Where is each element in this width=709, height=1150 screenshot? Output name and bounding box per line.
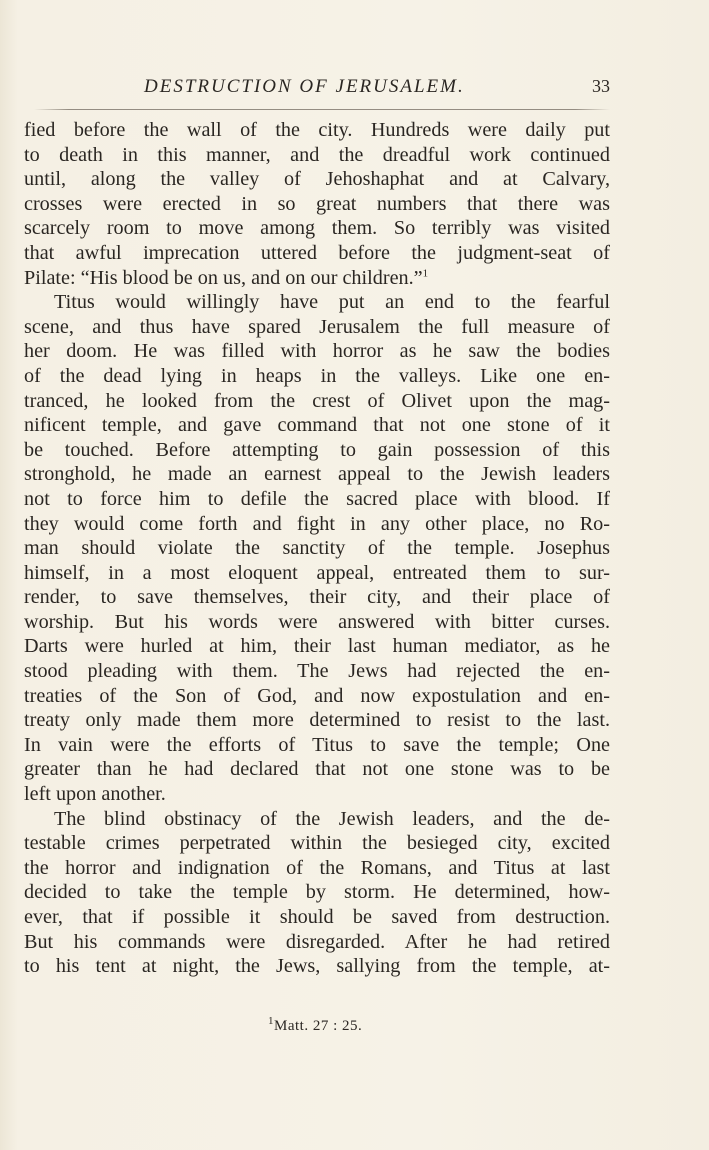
text-line: render, to save themselves, their city, and their place of xyxy=(24,586,610,609)
text-line: until, along the valley of Jehoshaphat and at Calvary, xyxy=(24,168,610,191)
text-line: Pilate: “His blood be on us, and on our children.” xyxy=(24,266,423,289)
text-line: stronghold, he made an earnest appeal to the Jewish leaders xyxy=(24,463,610,486)
running-title: DESTRUCTION OF JERUSALEM. xyxy=(144,76,465,97)
page-number: 33 xyxy=(592,76,610,96)
text-line: nificent temple, and gave command that not one stone of it xyxy=(24,414,610,437)
text-line: man should violate the sanctity of the temple. Josephus xyxy=(24,537,610,560)
paragraph-1 xyxy=(24,118,610,290)
text-line: himself, in a most eloquent appeal, entreated them to sur- xyxy=(24,561,610,584)
text-line: they would come forth and fight in any other place, no Ro- xyxy=(24,512,610,535)
footnote xyxy=(268,1015,363,1035)
header-rule xyxy=(34,109,610,110)
footnote-text: Matt. 27 : 25. xyxy=(274,1018,363,1034)
text-line: stood pleading with them. The Jews had rejected the en- xyxy=(24,660,610,683)
text-line: scene, and thus have spared Jerusalem the full measure of xyxy=(24,315,610,338)
text-line: Titus would willingly have put an end to the fearful xyxy=(54,291,610,314)
text-line: be touched. Before attempting to gain possession of this xyxy=(24,438,610,461)
text-line-with-footnote xyxy=(24,266,610,291)
footnote-number: 1 xyxy=(268,1015,274,1027)
running-head xyxy=(24,76,610,102)
paragraph-2 xyxy=(24,290,610,806)
text-line: Darts were hurled at him, their last human mediator, as he xyxy=(24,635,610,658)
text-line: But his commands were disregarded. After he had retired xyxy=(24,930,610,953)
text-line: the horror and indignation of the Romans, and Titus at last xyxy=(24,856,610,879)
text-line: her doom. He was filled with horror as he saw the bodies xyxy=(24,340,610,363)
text-line: In vain were the efforts of Titus to save the temple; One xyxy=(24,733,610,756)
body-text xyxy=(24,118,610,979)
text-line: testable crimes perpetrated within the besieged city, excited xyxy=(24,832,610,855)
text-line: crosses were erected in so great numbers that there was xyxy=(24,192,610,215)
text-line: ever, that if possible it should be saved from destruction. xyxy=(24,906,610,928)
paragraph-3 xyxy=(24,807,610,979)
text-line: tranced, he looked from the crest of Olivet upon the mag- xyxy=(24,389,610,412)
text-line: worship. But his words were answered with bitter curses. xyxy=(24,610,610,633)
text-line: left upon another. xyxy=(24,783,166,806)
footnote-marker[interactable]: 1 xyxy=(422,266,429,279)
text-line: treaties of the Son of God, and now expostulation and en- xyxy=(24,684,610,707)
text-line: to death in this manner, and the dreadful work continued xyxy=(24,143,610,166)
text-line: fied before the wall of the city. Hundreds were daily put xyxy=(24,119,610,141)
text-line: to his tent at night, the Jews, sallying from the temple, at- xyxy=(24,955,610,978)
text-line: treaty only made them more determined to resist to the last. xyxy=(24,709,610,732)
text-line: not to force him to defile the sacred place with blood. If xyxy=(24,487,610,510)
text-line: The blind obstinacy of the Jewish leaders, and the de- xyxy=(54,807,610,830)
text-line: that awful imprecation uttered before the judgment-seat of xyxy=(24,241,610,264)
text-line: of the dead lying in heaps in the valleys. Like one en- xyxy=(24,364,610,387)
text-line: scarcely room to move among them. So terribly was visited xyxy=(24,217,610,240)
text-line: greater than he had declared that not one stone was to be xyxy=(24,758,610,781)
text-line: decided to take the temple by storm. He determined, how- xyxy=(24,881,610,904)
